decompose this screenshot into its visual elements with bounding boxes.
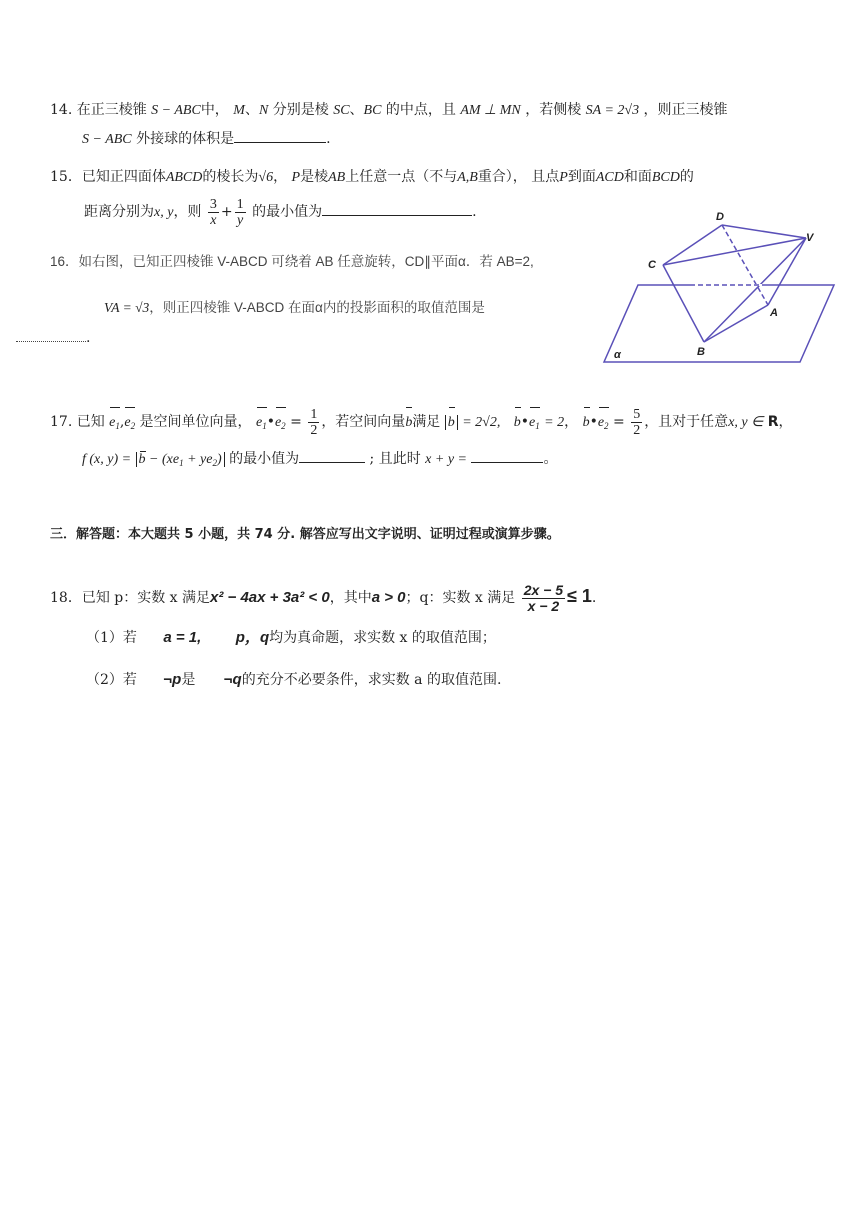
q17-line2: f (x, $y) = b - (xe_1 + ye_2)$ 的最小值为 ; 且此时 x + y = 。 bbox=[82, 448, 557, 473]
q17-answer-blank-1[interactable] bbox=[299, 448, 365, 463]
fraction-one-half: $\frac{1}{2}$ bbox=[310, 406, 318, 438]
abs-b: b bbox=[445, 415, 458, 430]
q18-part2: （2）若 ¬p是 ¬q的充分不必要条件，求实数 a 的取值范围. bbox=[86, 671, 502, 688]
q18-part1: （1）若 a = 1, p，q均为真命题，求实数 x 的取值范围； bbox=[86, 629, 496, 646]
q14-line1: 14. 在正三棱锥 S − ABC中， M、N 分别是棱 SC、BC 的中点，且 AM ⊥ MN ，若侧棱 SA = 2√3 ，则正三棱锥 bbox=[50, 102, 728, 118]
label-v: V bbox=[806, 232, 814, 244]
pyramid-figure bbox=[600, 205, 840, 370]
vector-e2: $e_2$ bbox=[124, 406, 135, 443]
edge-cv bbox=[663, 238, 806, 265]
q15-line2: 距离分别为x, y，则 $\frac{3}{x}$ + $\frac{1}{y}$ 的最小值为 . bbox=[84, 196, 477, 228]
q18-line1: 18．已知 p：实数 x 满足x² − 4ax + 3a² < 0，其中a > 0；q：实数 x 满足 $\frac{2x - 5}{x - 2}$ ≤ 1. bbox=[50, 581, 597, 614]
q16-line3: . bbox=[16, 328, 90, 348]
fraction-3-over-x: $\frac{3}{x}$ bbox=[209, 196, 217, 228]
label-d: D bbox=[716, 211, 724, 223]
section3-heading: 三．解答题：本大题共 5 小题，共 74 分. 解答应写出文字说明、证明过程或演算步骤。 bbox=[50, 527, 560, 542]
edge-ba bbox=[704, 305, 768, 342]
q15-line1: 15．已知正四面体ABCD的棱长为√6， P是棱AB上任意一点（不与A,B重合）， 且点P到面ACD和面BCD的 bbox=[50, 169, 694, 185]
q17-line1: 17. 已知 $e_1,e_2$ 是空间单位向量， $e_1•e_2$ = $\frac{1}{2}$ ，若空间向量b满足 b = 2√2, $b•e_1 = 2$， $b•e_2$ = $\frac{5}{2}$ ，且对于任意x, y ∈ R， bbox=[50, 405, 793, 443]
edge-vb bbox=[704, 238, 806, 342]
label-a: A bbox=[770, 307, 778, 319]
edge-da-hidden bbox=[722, 225, 768, 305]
edge-dv bbox=[722, 225, 806, 238]
vector-e1: $e_1$ bbox=[109, 406, 120, 443]
q16-line1: 16．如右图，已知正四棱锥 V-ABCD 可绕着 AB 任意旋转，CD∥平面α．若 AB=2, bbox=[50, 254, 534, 269]
q17-answer-blank-2[interactable] bbox=[471, 448, 543, 463]
label-b: B bbox=[697, 346, 705, 358]
q16-answer-blank[interactable] bbox=[16, 341, 86, 342]
label-alpha: α bbox=[614, 349, 621, 361]
label-c: C bbox=[648, 259, 656, 271]
edge-cb bbox=[663, 265, 704, 342]
fraction-five-half: $\frac{5}{2}$ bbox=[633, 406, 641, 438]
figure-lines bbox=[604, 225, 834, 362]
q15-answer-blank[interactable] bbox=[322, 201, 472, 216]
abs-expression: $b - (xe_1 + ye_2)$ bbox=[136, 452, 225, 467]
q16-line2: VA = √3，则正四棱锥 V-ABCD 在面α内的投影面积的取值范围是 bbox=[104, 300, 485, 315]
fraction-q18: $\frac{2x - 5}{x - 2}$ bbox=[523, 581, 564, 614]
fraction-1-over-y: $\frac{1}{y}$ bbox=[236, 196, 244, 228]
q14-answer-blank[interactable] bbox=[234, 128, 326, 143]
vector-b: b bbox=[405, 406, 412, 440]
q14-line2: S − ABC 外接球的体积是 . bbox=[82, 128, 331, 150]
plane-alpha bbox=[604, 285, 834, 362]
